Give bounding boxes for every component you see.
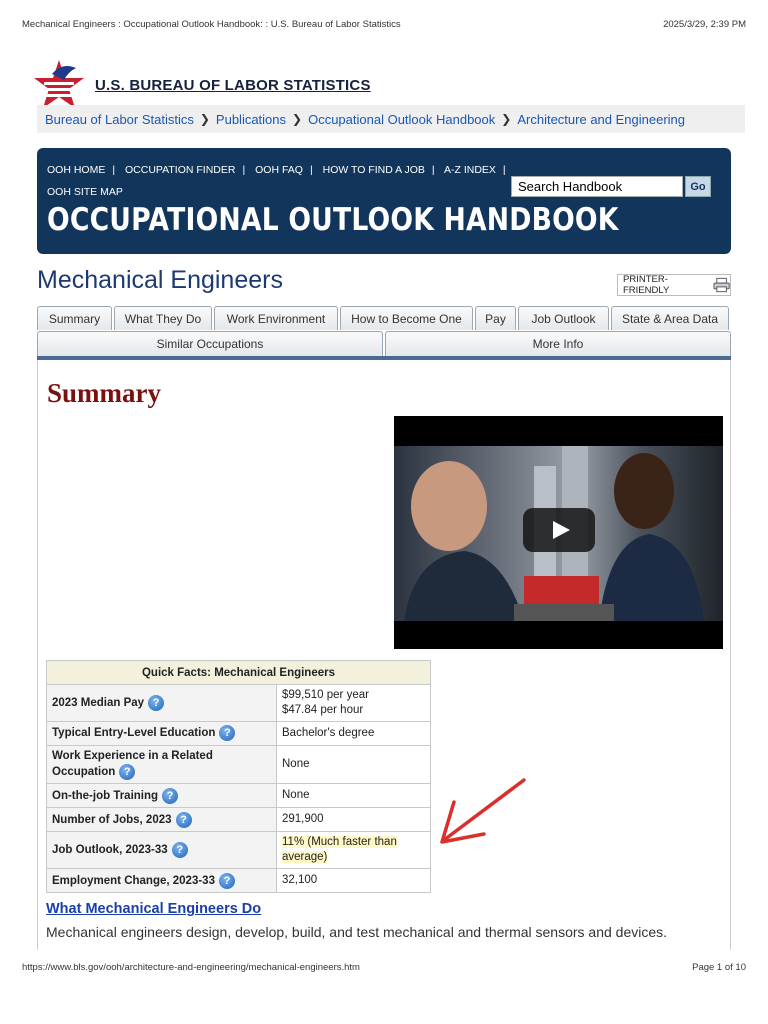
bls-star-logo-icon [32,58,86,112]
tab-bar [37,306,731,330]
chevron-right-icon: ❯ [292,112,303,126]
print-url: https://www.bls.gov/ooh/architecture-and-engineering/mechanical-engineers.htm [22,962,360,973]
search-box [511,176,711,197]
fact-label: Employment Change, 2023-33 [52,874,215,887]
tab-more-info[interactable]: More Info [385,331,731,356]
tab-pay[interactable]: Pay [475,306,516,330]
tab-summary[interactable]: Summary [37,306,112,330]
red-annotation-arrow-icon [432,772,532,852]
bls-site-name[interactable]: U.S. BUREAU OF LABOR STATISTICS [95,76,371,94]
breadcrumb-architecture[interactable]: Architecture and Engineering [517,111,686,127]
summary-heading: Summary [47,378,161,408]
table-row [47,746,431,784]
video-player[interactable] [394,416,723,649]
chevron-right-icon: ❯ [501,112,512,126]
nav-az-index[interactable]: A-Z INDEX [443,164,496,176]
breadcrumb-publications[interactable]: Publications [215,111,287,127]
fact-value: None [277,746,431,784]
what-they-do-link[interactable]: What Mechanical Engineers Do [46,901,262,917]
print-page-number: Page 1 of 10 [692,962,746,973]
search-input[interactable] [511,176,683,197]
fact-label: On-the-job Training [52,789,159,802]
fact-value: $99,510 per year [282,689,369,701]
tab-bar-secondary [37,331,731,356]
printer-icon [713,277,730,293]
page-title: Mechanical Engineers [37,266,283,294]
fact-value: 291,900 [277,808,431,832]
printer-friendly-label: PRINTER-FRIENDLY [623,274,670,296]
ooh-nav: OOH HOME | OCCUPATION FINDER | OOH FAQ | HOW TO FIND A JOB | A-Z INDEX | OOH SITE MAP [47,164,506,198]
nav-site-map[interactable]: OOH SITE MAP [47,186,123,198]
help-icon[interactable]: ? [119,764,135,780]
nav-find-a-job[interactable]: HOW TO FIND A JOB [322,164,425,176]
quick-facts-title: Quick Facts: Mechanical Engineers [47,661,431,685]
table-row [47,832,431,869]
fact-label: Work Experience in a Related Occupation [52,750,213,779]
bls-header[interactable] [32,58,371,112]
quick-facts-table [46,660,431,893]
help-icon[interactable]: ? [219,873,235,889]
tab-how-to-become-one[interactable]: How to Become One [340,306,473,330]
help-icon[interactable]: ? [176,812,192,828]
table-row [47,808,431,832]
tab-what-they-do[interactable]: What They Do [114,306,212,330]
breadcrumb-ooh[interactable]: Occupational Outlook Handbook [308,111,496,127]
print-datetime: 2025/3/29, 2:39 PM [663,19,746,30]
table-row [47,869,431,893]
tab-state-area-data[interactable]: State & Area Data [611,306,729,330]
fact-label: 2023 Median Pay [52,697,145,710]
fact-value: Bachelor's degree [277,722,431,746]
nav-ooh-home[interactable]: OOH HOME [47,164,106,176]
help-icon[interactable]: ? [148,695,164,711]
chevron-right-icon: ❯ [199,112,210,126]
fact-value-hourly: $47.84 per hour [282,704,364,716]
help-icon[interactable]: ? [219,725,235,741]
breadcrumb-bls[interactable]: Bureau of Labor Statistics [45,111,194,127]
table-row [47,685,431,722]
print-page-title: Mechanical Engineers : Occupational Outlook Handbook: : U.S. Bureau of Labor Statistics [22,19,401,30]
tab-work-environment[interactable]: Work Environment [214,306,338,330]
help-icon[interactable]: ? [162,788,178,804]
tab-similar-occupations[interactable]: Similar Occupations [37,331,383,356]
tab-job-outlook[interactable]: Job Outlook [518,306,609,330]
play-icon[interactable] [523,508,595,552]
fact-label: Number of Jobs, 2023 [52,813,172,826]
breadcrumb [37,105,745,133]
nav-ooh-faq[interactable]: OOH FAQ [255,164,303,176]
fact-label: Job Outlook, 2023-33 [52,844,168,857]
nav-occupation-finder[interactable]: OCCUPATION FINDER [125,164,236,176]
what-they-do-text: Mechanical engineers design, develop, build, and test mechanical and thermal sensors and devices. [46,924,668,940]
fact-label: Typical Entry-Level Education [52,727,216,740]
job-outlook-value: 11% (Much faster than average) [282,836,397,864]
print-footer [22,962,746,973]
ooh-banner [37,148,731,254]
ooh-title[interactable]: OCCUPATIONAL OUTLOOK HANDBOOK [47,202,619,238]
print-header [22,19,746,30]
fact-value: None [277,784,431,808]
table-row [47,722,431,746]
search-go-button[interactable]: Go [685,176,711,197]
fact-value: 32,100 [277,869,431,893]
printer-friendly-button[interactable] [617,274,731,296]
table-row [47,784,431,808]
help-icon[interactable]: ? [172,842,188,858]
